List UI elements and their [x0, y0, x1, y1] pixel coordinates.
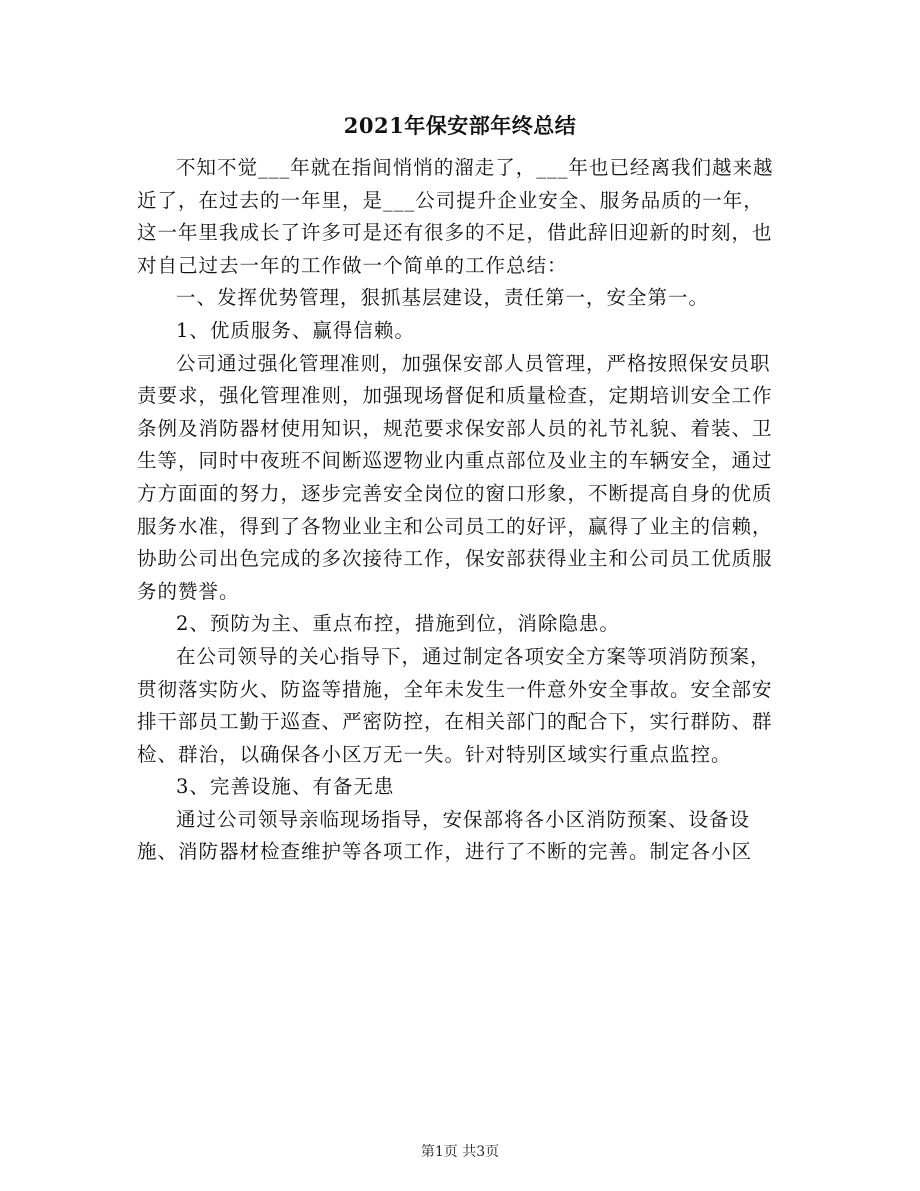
- body-paragraph-prevention: 在公司领导的关心指导下，通过制定各项安全方案等项消防预案，贯彻落实防火、防盗等措施，全年未发生一件意外安全事故。安全部安排干部员工勤于巡查、严密防控，在相关部门的配合下，实行群防、群检、群治，以确保各小区万无一失。针对特别区域实行重点监控。: [137, 644, 773, 766]
- subsection-heading-2: 2、预防为主、重点布控，措施到位，消除隐患。: [176, 612, 620, 636]
- body-paragraph-facilities: 通过公司领导亲临现场指导，安保部将各小区消防预案、设备设施、消防器材检查维护等各项工作，进行了不断的完善。制定各小区: [137, 807, 753, 864]
- intro-paragraph: 不知不觉___年就在指间悄悄的溜走了，___年也已经离我们越来越近了，在过去的一年里，是___公司提升企业安全、服务品质的一年，这一年里我成长了许多可是还有很多的不足，借此辞旧迎新的时刻，也对自己过去一年的工作做一个简单的工作总结：: [137, 156, 774, 277]
- document-body: [137, 152, 780, 869]
- page-footer: 第1页 共3页: [420, 1144, 500, 1160]
- subsection-heading-3: 3、完善设施、有备无患: [176, 775, 395, 799]
- section-heading-1: 一、发挥优势管理，狠抓基层建设，责任第一，安全第一。: [176, 286, 710, 310]
- subsection-heading-1: 1、优质服务、赢得信赖。: [176, 318, 415, 342]
- document-title: 2021年保安部年终总结: [343, 113, 577, 138]
- body-paragraph-service: 公司通过强化管理准则，加强保安部人员管理，严格按照保安员职责要求，强化管理准则，加强现场督促和质量检查，定期培训安全工作条例及消防器材使用知识，规范要求保安部人员的礼节礼貌、着装、卫生等，同时中夜班不间断巡逻物业内重点部位及业主的车辆安全，通过方方面面的努力，逐步完善安全岗位的窗口形象，不断提高自身的优质服务水准，得到了各物业业主和公司员工的好评，赢得了业主的信赖，协助公司出色完成的多次接待工作，保安部获得业主和公司员工优质服务的赞誉。: [137, 351, 773, 603]
